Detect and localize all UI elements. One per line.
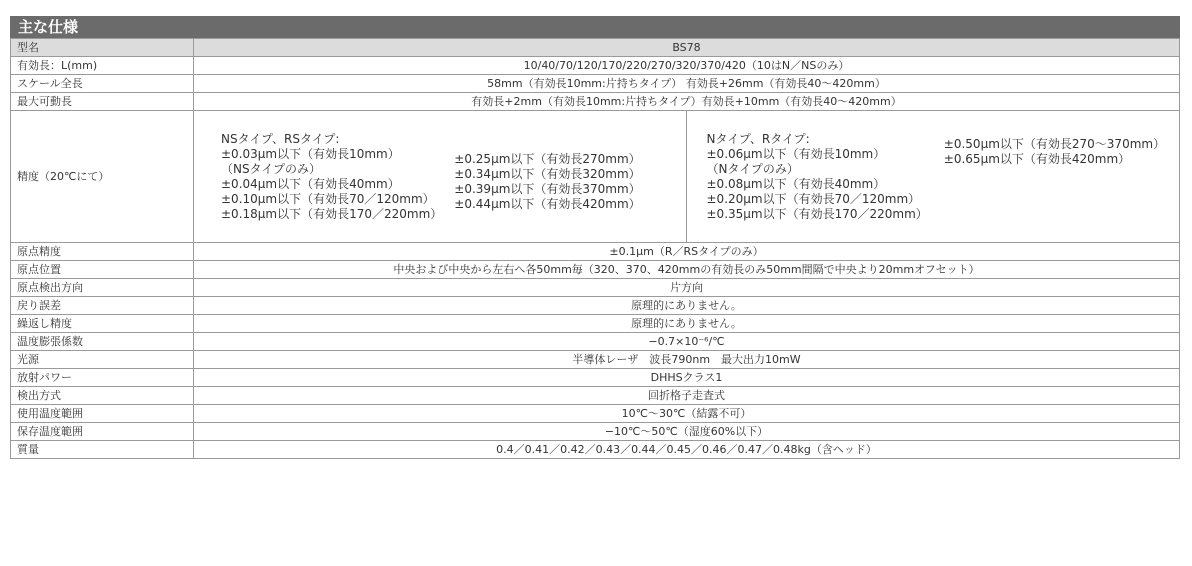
accuracy-line: Nタイプ、Rタイプ:	[706, 131, 810, 146]
table-row	[11, 243, 1180, 261]
table-row	[11, 441, 1180, 459]
accuracy-line: ±0.25μm以下（有効長270mm）	[454, 151, 641, 166]
accuracy-line: ±0.04μm以下（有効長40mm）	[221, 176, 400, 191]
accuracy-line: ±0.20μm以下（有効長70／120mm）	[706, 191, 921, 206]
row-label: 繰返し精度	[11, 315, 194, 333]
row-label: 型名	[11, 39, 194, 57]
table-row	[11, 387, 1180, 405]
accuracy-line: ±0.03μm以下（有効長10mm）	[221, 146, 400, 161]
row-value: DHHSクラス1	[194, 369, 1180, 387]
row-value: 10/40/70/120/170/220/270/320/370/420（10はN／NSのみ）	[194, 57, 1180, 75]
table-row	[11, 351, 1180, 369]
row-label: 精度（20℃にて）	[11, 111, 194, 243]
row-value: 原理的にありません。	[194, 315, 1180, 333]
row-label: 最大可動長	[11, 93, 194, 111]
section-title: 主な仕様	[10, 16, 1180, 38]
table-row	[11, 57, 1180, 75]
accuracy-line: （NSタイプのみ）	[221, 161, 321, 176]
accuracy-line: ±0.65μm以下（有効長420mm）	[943, 152, 1131, 166]
row-value: 10℃～30℃（結露不可）	[194, 405, 1180, 423]
accuracy-line: ±0.44μm以下（有効長420mm）	[454, 196, 641, 211]
accuracy-list	[442, 142, 640, 212]
accuracy-value	[194, 111, 1180, 243]
table-row	[11, 423, 1180, 441]
accuracy-line: NSタイプ、RSタイプ:	[221, 131, 340, 146]
row-value: −10℃～50℃（湿度60%以下）	[194, 423, 1180, 441]
row-label: 原点位置	[11, 261, 194, 279]
row-value: 半導体レーザ 波長790nm 最大出力10mW	[194, 351, 1180, 369]
row-value: 中央および中央から左右へ各50mm毎（320、370、420mmの有効長のみ50mm間隔で中央より20mmオフセット）	[194, 261, 1180, 279]
table-row	[11, 369, 1180, 387]
row-label: 放射パワー	[11, 369, 194, 387]
row-value: 片方向	[194, 279, 1180, 297]
row-value: 0.4／0.41／0.42／0.43／0.44／0.45／0.46／0.47／0.48kg（含ヘッド）	[194, 441, 1180, 459]
row-value: −0.7×10⁻⁶/℃	[194, 333, 1180, 351]
table-row	[11, 333, 1180, 351]
row-value: 58mm（有効長10mm:片持ちタイプ） 有効長+26mm（有効長40～420mm）	[194, 75, 1180, 93]
table-row	[11, 93, 1180, 111]
row-label: スケール全長	[11, 75, 194, 93]
table-row-model	[11, 39, 1180, 57]
row-label: 有効長：L(mm)	[11, 57, 194, 75]
table-row	[11, 315, 1180, 333]
accuracy-line: ±0.08μm以下（有効長40mm）	[706, 176, 886, 191]
row-label: 原点精度	[11, 243, 194, 261]
accuracy-line: ±0.35μm以下（有効長170／220mm）	[706, 206, 928, 221]
row-label: 戻り誤差	[11, 297, 194, 315]
accuracy-n-r	[687, 111, 1180, 242]
accuracy-list	[687, 132, 928, 222]
row-value: 原理的にありません。	[194, 297, 1180, 315]
row-value: 回折格子走査式	[194, 387, 1180, 405]
table-row	[11, 297, 1180, 315]
accuracy-line: ±0.39μm以下（有効長370mm）	[454, 181, 641, 196]
accuracy-line: ±0.50μm以下（有効長270～370mm）	[943, 137, 1166, 151]
accuracy-line: ±0.34μm以下（有効長320mm）	[454, 166, 641, 181]
table-row	[11, 405, 1180, 423]
row-value: 有効長+2mm（有効長10mm:片持ちタイプ）有効長+10mm（有効長40～420mm）	[194, 93, 1180, 111]
row-value: BS78	[194, 39, 1180, 57]
accuracy-list	[194, 132, 442, 222]
accuracy-list	[928, 137, 1165, 167]
accuracy-line: ±0.10μm以下（有効長70／120mm）	[221, 191, 435, 206]
table-row-accuracy	[11, 111, 1180, 243]
row-label: 使用温度範囲	[11, 405, 194, 423]
table-row	[11, 75, 1180, 93]
spec-sheet	[10, 16, 1180, 459]
row-label: 質量	[11, 441, 194, 459]
accuracy-line: ±0.06μm以下（有効長10mm）	[706, 146, 886, 161]
table-row	[11, 279, 1180, 297]
row-label: 光源	[11, 351, 194, 369]
table-row	[11, 261, 1180, 279]
row-label: 検出方式	[11, 387, 194, 405]
row-value: ±0.1μm（R／RSタイプのみ）	[194, 243, 1180, 261]
accuracy-ns-rs	[194, 111, 687, 242]
row-label: 保存温度範囲	[11, 423, 194, 441]
accuracy-line: ±0.18μm以下（有効長170／220mm）	[221, 206, 443, 221]
row-label: 原点検出方向	[11, 279, 194, 297]
spec-table	[10, 38, 1180, 459]
accuracy-line: （Nタイプのみ）	[706, 161, 799, 176]
row-label: 温度膨張係数	[11, 333, 194, 351]
